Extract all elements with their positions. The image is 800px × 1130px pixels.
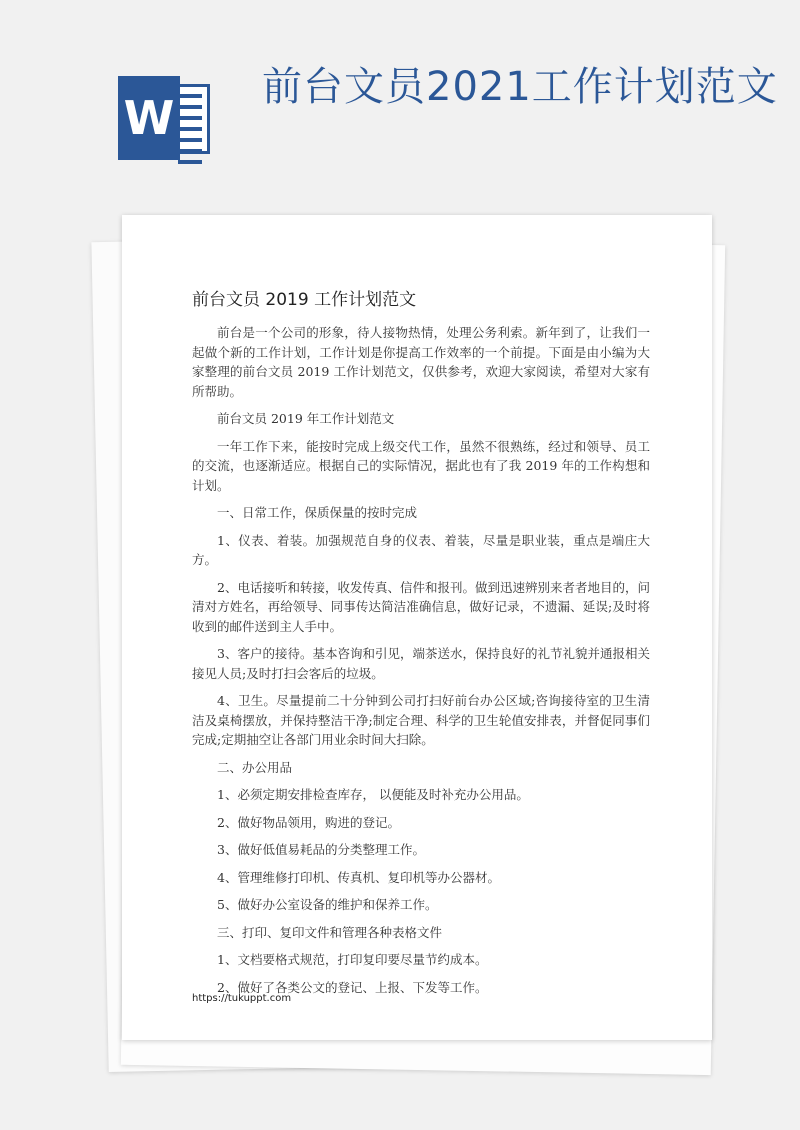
paragraph: 4、卫生。尽量提前二十分钟到公司打扫好前台办公区域;咨询接待室的卫生清洁及桌椅摆放，并保持整洁干净;制定合理、科学的卫生轮值安排表，并督促同事们完成;定期抽空让各部门用业余时间大扫除。: [192, 693, 650, 747]
word-logo-letter: W: [118, 76, 180, 160]
list-item: 1、文档要格式规范，打印复印要尽量节约成本。: [217, 952, 488, 967]
section-heading: 一、日常工作，保质保量的按时完成: [217, 505, 418, 520]
section-heading: 二、办公用品: [217, 759, 293, 775]
list-item: 2、做好物品领用，购进的登记。: [217, 814, 400, 830]
paragraph: 1、仪表、着装。加强规范自身的仪表、着装，尽量是职业装，重点是端庄大方。: [192, 532, 650, 567]
paragraph: 前台是一个公司的形象，待人接物热情，处理公务利索。新年到了，让我们一起做个新的工作计划，工作计划是你提高工作效率的一个前提。下面是由小编为大家整理的前台文员 2019 工作计划范文，仅供参考，欢迎大家阅读，希望对大家有所帮助。: [192, 325, 650, 399]
section-heading: 三、打印、复印文件和管理各种表格文件: [217, 924, 443, 940]
paragraph: 一年工作下来，能按时完成上级交代工作，虽然不很熟练，经过和领导、员工的交流，也逐渐适应。根据自己的实际情况，据此也有了我 2019 年的工作构想和计划。: [192, 438, 650, 493]
word-document-icon: [118, 76, 214, 160]
page-title: 前台文员2021工作计划范文: [262, 64, 778, 110]
list-item: 1、必须定期安排检查库存， 以便能及时补充办公用品。: [217, 787, 529, 802]
document-title: 前台文员 2019 工作计划范文: [192, 290, 417, 310]
list-item: 2、做好了各类公文的登记、上报、下发等工作。: [217, 979, 488, 995]
footer-url: https://tukuppt.com: [192, 993, 292, 1004]
paragraph: 3、客户的接待。基本咨询和引见，端茶送水，保持良好的礼节礼貌并通报相关接见人员;及时打扫会客后的垃圾。: [192, 646, 650, 681]
document-page: [122, 215, 712, 1040]
list-item: 3、做好低值易耗品的分类整理工作。: [217, 842, 425, 857]
list-item: 4、管理维修打印机、传真机、复印机等办公器材。: [217, 869, 500, 885]
paragraph: 2、电话接听和转接，收发传真、信件和报刊。做到迅速辨别来者者地目的，问清对方姓名，再给领导、同事传达简洁准确信息，做好记录，不遗漏、延误;及时将收到的邮件送到主人手中。: [192, 579, 650, 634]
paragraph: 前台文员 2019 年工作计划范文: [217, 411, 395, 426]
list-item: 5、做好办公室设备的维护和保养工作。: [217, 897, 438, 912]
document-body: [192, 323, 650, 1005]
